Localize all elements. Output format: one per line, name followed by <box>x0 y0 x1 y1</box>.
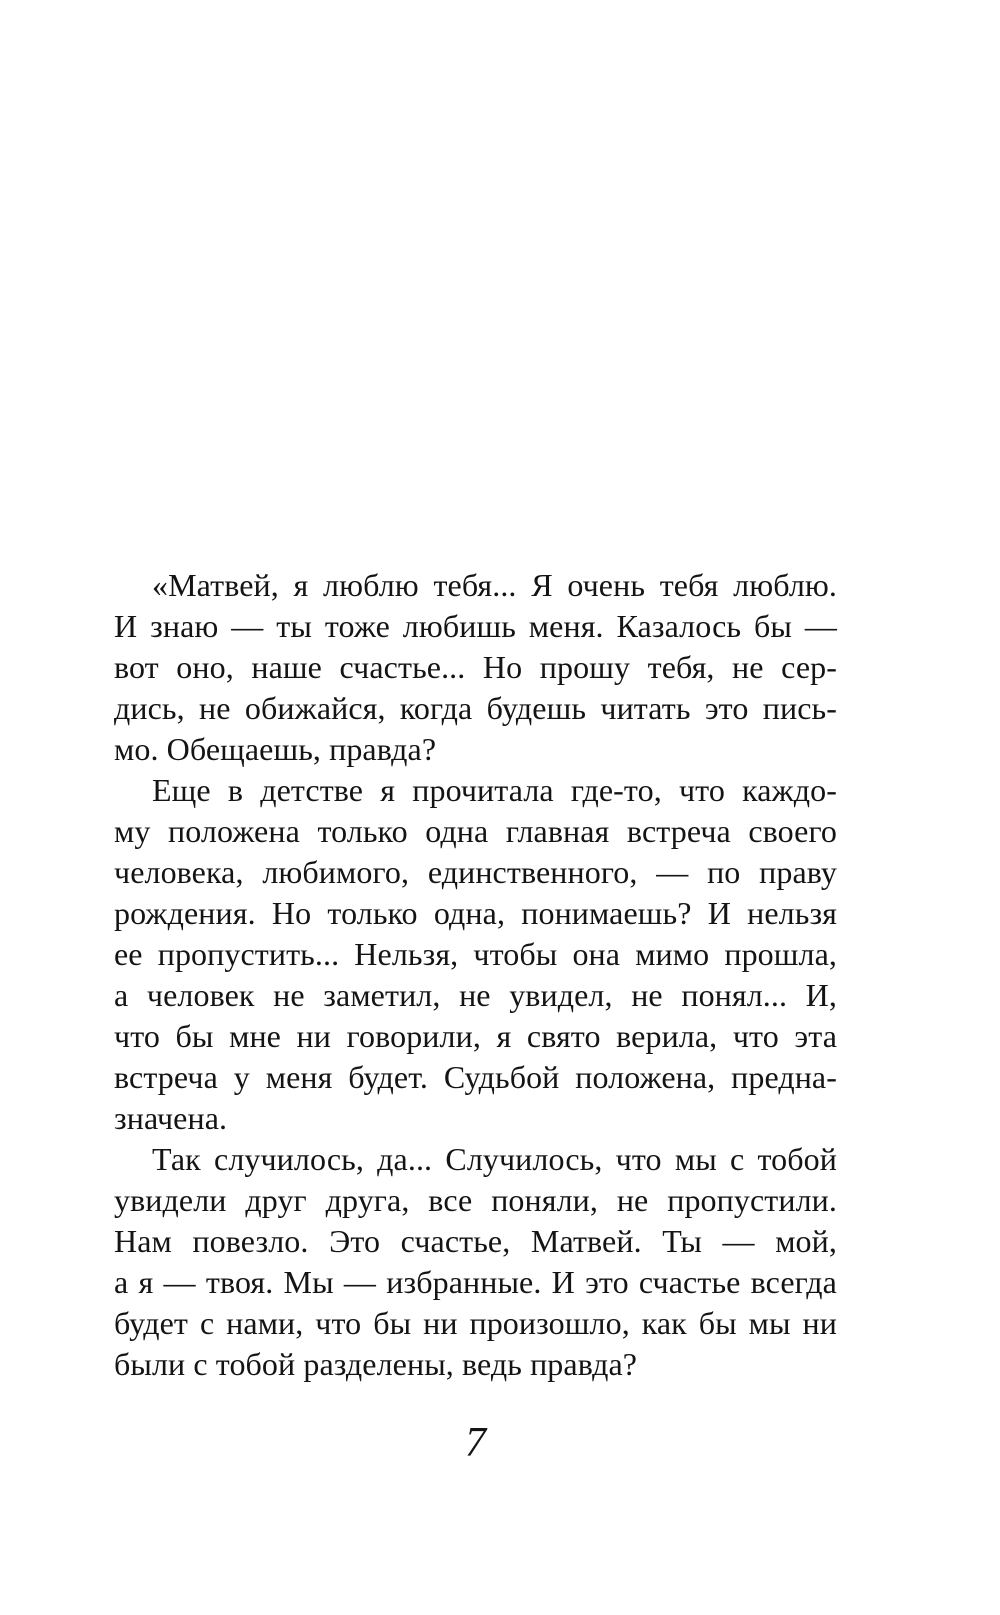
paragraph <box>114 770 837 1139</box>
text-line: человека, любимого, единственного, — по праву <box>114 854 837 890</box>
text-line: встреча у меня будет. Судьбой положена, предна- <box>114 1059 837 1095</box>
text-line: вот оно, наше счастье... Но прошу тебя, не сер- <box>114 649 837 685</box>
text-line: будет с нами, что бы ни произошло, как бы мы ни <box>114 1305 837 1341</box>
text-line: му положена только одна главная встреча своего <box>114 813 837 849</box>
text-line: Нам повезло. Это счастье, Матвей. Ты — мой, <box>114 1223 837 1259</box>
text-line: рождения. Но только одна, понимаешь? И нельзя <box>114 895 837 931</box>
text-line: увидели друг друга, все поняли, не пропустили. <box>114 1182 837 1218</box>
page-number: 7 <box>465 1420 486 1466</box>
paragraph <box>114 565 837 770</box>
text-line: Так случилось, да... Случилось, что мы с тобой <box>152 1141 837 1177</box>
text-line: были с тобой разделены, ведь правда? <box>114 1346 638 1382</box>
paragraph <box>114 1139 837 1385</box>
letter-text <box>114 565 837 1385</box>
text-line: что бы мне ни говорили, я свято верила, что эта <box>114 1018 837 1054</box>
text-line: И знаю — ты тоже любишь меня. Казалось бы — <box>114 608 837 644</box>
text-line: а человек не заметил, не увидел, не понял... И, <box>114 977 837 1013</box>
text-line: «Матвей, я люблю тебя... Я очень тебя люблю. <box>152 567 837 603</box>
text-line: значена. <box>114 1100 228 1136</box>
text-line: дись, не обижайся, когда будешь читать это пись- <box>114 690 837 726</box>
text-line: а я — твоя. Мы — избранные. И это счастье всегда <box>114 1264 837 1300</box>
text-line: ее пропустить... Нельзя, чтобы она мимо прошла, <box>114 936 837 972</box>
text-line: Еще в детстве я прочитала где-то, что каждо- <box>152 772 837 808</box>
text-line: мо. Обещаешь, правда? <box>114 731 437 767</box>
